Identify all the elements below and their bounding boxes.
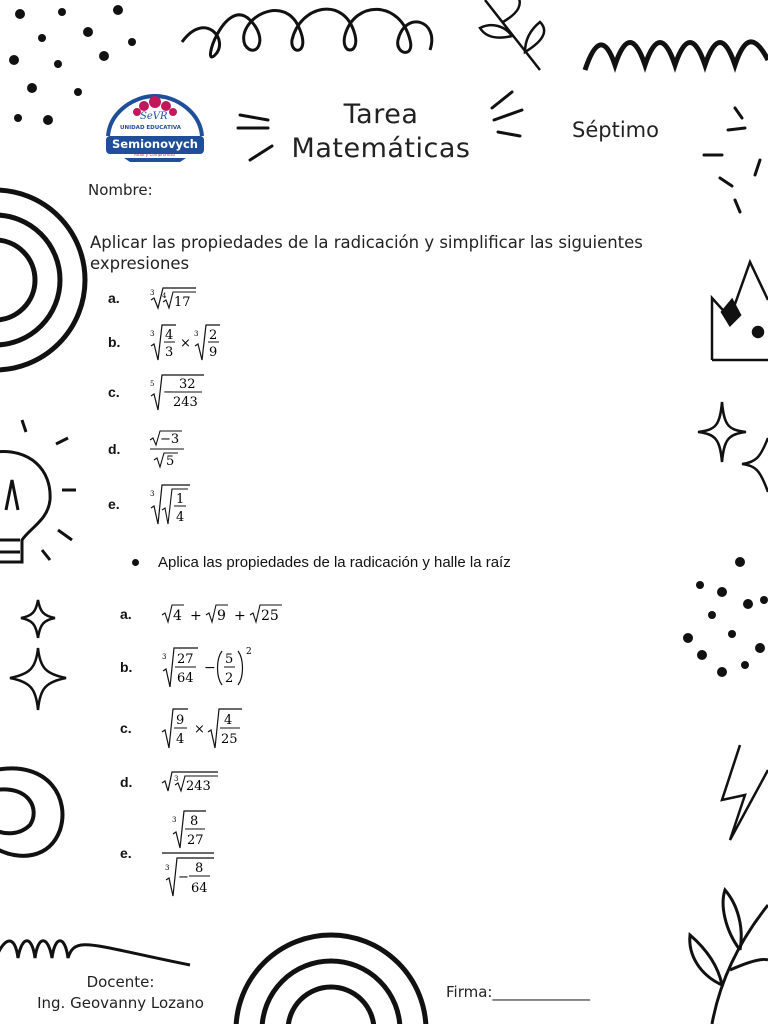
- svg-text:+: +: [234, 608, 246, 624]
- loops-top: [182, 9, 432, 57]
- svg-text:4: 4: [176, 732, 185, 747]
- svg-text:3: 3: [162, 653, 167, 661]
- svg-text:27: 27: [177, 652, 194, 667]
- svg-text:3: 3: [150, 330, 155, 338]
- exercise-1b: [108, 322, 230, 362]
- exercise-label: b.: [120, 659, 133, 675]
- title-line-2: Matemáticas: [291, 133, 471, 164]
- radical-sign-icon: [150, 428, 200, 470]
- logo-school-name: Semionovych: [112, 137, 198, 151]
- name-label: Nombre:: [88, 181, 153, 199]
- exercise-label: e.: [108, 496, 120, 512]
- grade-label: Séptimo: [572, 118, 659, 142]
- svg-text:8: 8: [190, 814, 199, 829]
- logo-brand: SeVR: [140, 111, 168, 122]
- exercise-label: c.: [108, 384, 120, 400]
- teacher-name: Ing. Geovanny Lozano: [37, 994, 204, 1012]
- svg-text:8: 8: [195, 861, 204, 876]
- svg-text:3: 3: [150, 490, 155, 498]
- svg-text:3: 3: [172, 816, 177, 824]
- exercise-label: d.: [108, 441, 121, 457]
- section2-instruction-row: [132, 554, 511, 571]
- exercise-2e: [120, 808, 232, 898]
- bullet-icon: [132, 559, 139, 566]
- exercise-2c: [120, 706, 272, 750]
- sparkles-right: [698, 402, 768, 492]
- exercise-2d: [120, 770, 232, 794]
- circle-left: [0, 768, 62, 855]
- logo-motto: Amor y Compromiso: [134, 152, 175, 157]
- svg-text:5: 5: [225, 652, 234, 667]
- section2-instruction: Aplica las propiedades de la radicación y halle la raíz: [158, 554, 511, 571]
- svg-text:×: ×: [180, 336, 191, 351]
- exercise-label: d.: [120, 774, 133, 790]
- radical-sign-icon: [150, 372, 220, 412]
- svg-text:−: −: [204, 660, 216, 676]
- zigzag-top-right: [585, 42, 768, 70]
- section1-instruction: Aplicar las propiedades de la radicación y simplificar las siguientes expresiones: [90, 233, 643, 273]
- svg-text:3: 3: [150, 289, 155, 297]
- svg-text:4: 4: [162, 292, 167, 300]
- svg-text:64: 64: [177, 671, 194, 686]
- svg-text:×: ×: [194, 722, 205, 737]
- radical-sign-icon: [150, 482, 200, 526]
- svg-text:4: 4: [224, 713, 233, 728]
- svg-text:243: 243: [186, 779, 211, 794]
- svg-text:243: 243: [173, 395, 198, 410]
- radical-sign-icon: [150, 322, 230, 362]
- radical-sign-icon: [162, 706, 272, 750]
- svg-text:4: 4: [165, 328, 174, 343]
- svg-text:5: 5: [166, 454, 175, 469]
- svg-text:2: 2: [246, 647, 252, 657]
- teacher-label: Docente:: [86, 973, 155, 991]
- svg-text:−: −: [163, 385, 174, 400]
- svg-text:1: 1: [176, 492, 185, 507]
- exercise-label: c.: [120, 720, 132, 736]
- svg-text:−: −: [178, 870, 189, 885]
- exercise-2b: [120, 645, 272, 689]
- exercise-2a: [120, 602, 292, 626]
- radical-sign-icon: [162, 770, 232, 794]
- title-line-1: Tarea: [343, 99, 419, 130]
- svg-text:3: 3: [165, 345, 174, 360]
- radical-sign-icon: [150, 286, 196, 310]
- radical-sign-icon: [162, 602, 292, 626]
- svg-text:4: 4: [173, 608, 182, 624]
- school-logo: [104, 92, 206, 162]
- svg-text:25: 25: [261, 608, 279, 624]
- svg-text:2: 2: [225, 671, 234, 686]
- sun-rays: [704, 108, 760, 212]
- radical-sign-icon: [162, 645, 272, 689]
- svg-text:32: 32: [179, 377, 196, 392]
- sparkles-left: [10, 600, 66, 710]
- signature-label: Firma:_____________: [446, 983, 590, 1001]
- svg-text:5: 5: [150, 380, 155, 388]
- leaf-branch-top: [480, 0, 544, 70]
- logo-school-type: UNIDAD EDUCATIVA: [120, 125, 182, 131]
- exercise-label: e.: [120, 845, 132, 861]
- rainbow-arcs-bottom: [236, 935, 426, 1024]
- concentric-arcs-left: [0, 190, 85, 370]
- svg-text:9: 9: [176, 713, 185, 728]
- radical-sign-icon: [162, 808, 232, 898]
- svg-text:9: 9: [217, 608, 226, 624]
- svg-text:17: 17: [174, 295, 191, 310]
- exercise-1e: [108, 482, 200, 526]
- teacher-block: [18, 972, 223, 1014]
- svg-text:64: 64: [191, 881, 208, 896]
- svg-text:9: 9: [209, 345, 218, 360]
- svg-text:4: 4: [176, 510, 185, 525]
- lightbulb-left: [0, 420, 76, 562]
- leaf-branch-bottom: [690, 890, 768, 1024]
- svg-text:25: 25: [221, 732, 238, 747]
- exercise-label: a.: [120, 606, 132, 622]
- svg-text:−3: −3: [160, 432, 180, 447]
- squiggle-bottom-left: [0, 941, 190, 965]
- svg-text:27: 27: [187, 833, 204, 848]
- dots-right: [683, 557, 768, 677]
- page-title: [276, 98, 486, 166]
- exercise-1c: [108, 372, 220, 412]
- svg-text:3: 3: [194, 330, 199, 338]
- exercise-label: b.: [108, 334, 121, 350]
- lightning-right: [722, 745, 768, 840]
- svg-text:2: 2: [209, 328, 218, 343]
- svg-text:3: 3: [165, 864, 170, 872]
- exercise-1d: [108, 428, 200, 470]
- svg-text:3: 3: [174, 775, 179, 783]
- exercise-label: a.: [108, 290, 120, 306]
- crown-right: [712, 262, 768, 360]
- svg-text:+: +: [190, 608, 202, 624]
- exercise-1a: [108, 286, 196, 310]
